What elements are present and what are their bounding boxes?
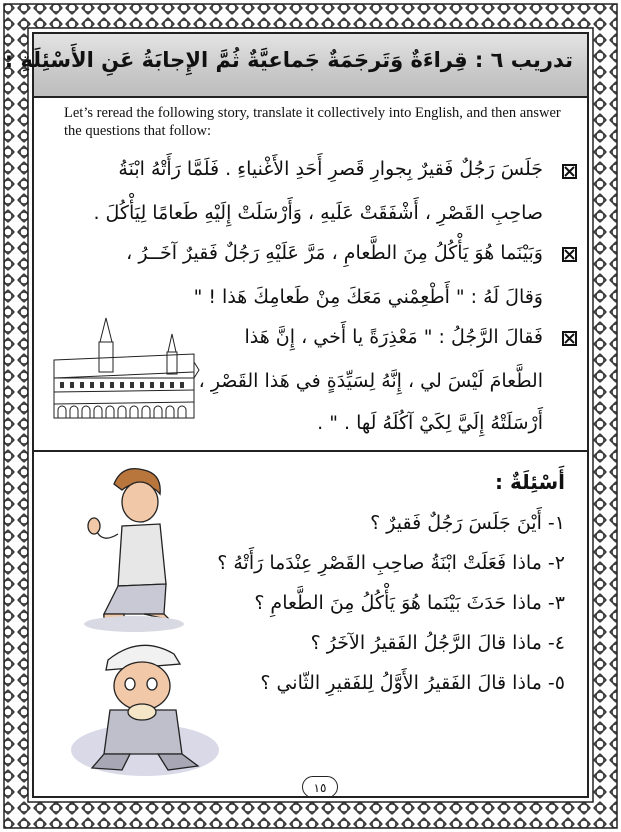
- story-p3-line1: فَقالَ الرَّجُلُ : " مَعْذِرَةً يا أَخي ، إِنَّ هَذا: [244, 326, 543, 348]
- english-instructions: Let’s reread the following story, translate it collectively into English, and then answer the questions that follow:: [64, 105, 561, 139]
- story-p2-line1: وَبَيْنَما هُوَ يَأْكُلُ مِنَ الطَّعامِ ، مَرَّ عَلَيْهِ رَجُلٌ فَقيرٌ آخَــرُ ،: [126, 242, 543, 264]
- checkbox-checked-icon: [562, 247, 577, 262]
- eating-boy-illustration: [70, 630, 220, 780]
- checkbox-checked-icon: [562, 164, 577, 179]
- exercise-title: تدريب ٦ : قِراءَةٌ وَتَرجَمَةٌ جَماعيَّةٌ ثُمَّ الإِجابَةُ عَنِ الأَسْئِلَةِ :: [4, 48, 573, 72]
- question-3: ٣- ماذا حَدَثَ بَيْنَما هُوَ يَأْكُلُ مِنَ الطَّعامِ ؟: [254, 592, 565, 614]
- content-panel: [4, 32, 589, 798]
- checkbox-checked-icon: [562, 331, 577, 346]
- section-divider: [34, 450, 587, 452]
- exercise-header: [4, 34, 587, 98]
- story-p1-line1: جَلَسَ رَجُلٌ فَقيرٌ بِجوارِ قَصرِ أَحَدِ الأَغْنياءِ . فَلَمَّا رَأَتْهُ ابْنَةُ: [118, 158, 543, 180]
- story-p1-line2: صاحِبِ القَصْرِ ، أَشْفَقَتْ عَلَيهِ ، وَأَرْسَلَتْ إِلَيْهِ طَعامًا لِيَأْكُلَ .: [93, 202, 543, 224]
- questions-heading: أَسْئِلَةٌ :: [495, 470, 565, 494]
- page-number: ١٥: [302, 776, 338, 798]
- story-p3-line2: الطَّعامَ لَيْسَ لي ، إِنَّهُ لِسَيِّدَةٍ في هَذا القَصْرِ ،: [198, 370, 543, 392]
- question-4: ٤- ماذا قالَ الرَّجُلُ الفَقيرُ الآخَرُ ؟: [310, 632, 565, 654]
- kneeling-boy-illustration: [74, 464, 194, 634]
- question-2: ٢- ماذا فَعَلَتْ ابْنَةُ صاحِبِ القَصْرِ عِنْدَما رَأَتْهُ ؟: [217, 552, 565, 574]
- story-p3-line3: أَرْسَلَتْهُ إِلَيَّ لِكَيْ آكُلَهُ لَها . " .: [317, 412, 543, 434]
- question-5: ٥- ماذا قالَ الفَقيرُ الأَوَّلُ لِلفَقيرِ الثّاني ؟: [260, 672, 565, 694]
- question-1: ١- أَيْنَ جَلَسَ رَجُلٌ فَقيرٌ ؟: [370, 512, 565, 534]
- palace-illustration: [44, 312, 204, 432]
- story-p2-line2: وَقالَ لَهُ : " أَطْعِمْني مَعَكَ مِنْ طَعامِكَ هَذا ! ": [193, 286, 543, 308]
